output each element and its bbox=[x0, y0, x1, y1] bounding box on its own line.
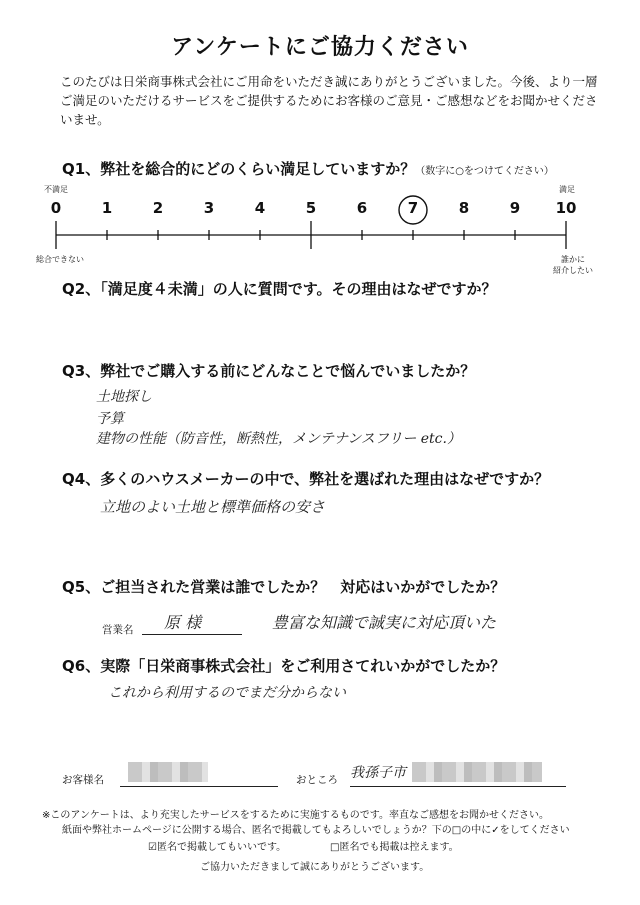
address-label: おところ bbox=[296, 774, 338, 786]
scale-number-9: 9 bbox=[509, 199, 521, 217]
page-title: アンケートにご協力ください bbox=[171, 35, 469, 60]
scale-number-1: 1 bbox=[101, 199, 113, 217]
anon-ok-option: ☑匿名で掲載してもいいです。 bbox=[148, 842, 287, 853]
selected-score-circle bbox=[399, 196, 427, 224]
scale-right-label: 満足 bbox=[559, 185, 575, 194]
address-redacted bbox=[412, 762, 542, 782]
scale-number-2: 2 bbox=[152, 199, 164, 217]
intro-text: このたびは日栄商事株式会社にご用命をいただき誠にありがとうございました。今後、より一層ご満足のいただけるサービスをご提供するためにお客様のご意見・ご感想などをお聞かせくださいませ。 bbox=[60, 74, 598, 127]
scale-right-sublabel-1: 誰かに bbox=[561, 255, 585, 264]
rep-name: 原 様 bbox=[164, 613, 202, 632]
footer-note-2: 紙面や弊社ホームページに公開する場合、匿名で掲載してもよろしいでしょうか？下の□の中に✓をしてください bbox=[62, 825, 570, 836]
scale-number-10: 10 bbox=[555, 199, 577, 217]
address-underline bbox=[350, 786, 566, 787]
customer-name-underline bbox=[120, 786, 278, 787]
q6-question: Q6、実際「日栄商事株式会社」をご利用さてれいかがでしたか？ bbox=[62, 657, 506, 675]
customer-name-redacted bbox=[128, 762, 208, 782]
scale-left-label: 不満足 bbox=[44, 185, 68, 194]
q5-question: Q5、ご担当された営業は誰でしたか？ 対応はいかがでしたか？ bbox=[62, 578, 506, 596]
address-visible: 我孫子市 bbox=[350, 765, 406, 781]
scale-right-sublabel bbox=[553, 254, 593, 276]
scale-number-3: 3 bbox=[203, 199, 215, 217]
scale-left-sublabel: 総合できない bbox=[36, 255, 84, 264]
q5-answer: 豊富な知識で誠実に対応頂いた bbox=[272, 613, 497, 632]
thanks-message: ご協力いただきまして誠にありがとうございます。 bbox=[200, 862, 430, 873]
scale-number-5: 5 bbox=[305, 199, 317, 217]
q3-answer-3: 建物の性能（防音性，断熱性，メンテナンスフリー etc.） bbox=[96, 431, 461, 447]
scale-number-0: 0 bbox=[50, 199, 62, 217]
scale-number-6: 6 bbox=[356, 199, 368, 217]
footer-note-1: ※このアンケートは、より充実したサービスをするために実施するものです。率直なご感想をお聞かせください。 bbox=[42, 810, 549, 821]
rep-label: 営業名 bbox=[102, 624, 134, 636]
q4-answer: 立地のよい土地と標準価格の安さ bbox=[100, 498, 326, 516]
q2-question: Q2、「満足度４未満」の人に質問です。その理由はなぜですか？ bbox=[62, 280, 497, 298]
q3-question: Q3、弊社でご購入する前にどんなことで悩んでいましたか？ bbox=[62, 362, 476, 380]
rep-name-underline bbox=[142, 634, 242, 635]
q1-text: Q1、弊社を総合的にどのくらい満足していますか？ bbox=[62, 160, 416, 178]
customer-name-label: お客様名 bbox=[62, 774, 104, 786]
q4-question: Q4、多くのハウスメーカーの中で、弊社を選ばれた理由はなぜですか？ bbox=[62, 470, 550, 488]
satisfaction-scale-axis bbox=[56, 196, 566, 249]
scale-number-7: 7 bbox=[407, 199, 419, 217]
q1-note: （数字に○をつけてください） bbox=[415, 166, 554, 177]
q6-answer: これから利用するのでまだ分からない bbox=[108, 685, 346, 701]
scale-number-8: 8 bbox=[458, 199, 470, 217]
q3-answer-1: 土地探し bbox=[96, 389, 152, 405]
scale-right-sublabel-2: 紹介したい bbox=[553, 266, 593, 275]
q3-answer-2: 予算 bbox=[96, 411, 124, 427]
anon-decline-option: □匿名でも掲載は控えます。 bbox=[330, 842, 459, 853]
scale-number-4: 4 bbox=[254, 199, 266, 217]
